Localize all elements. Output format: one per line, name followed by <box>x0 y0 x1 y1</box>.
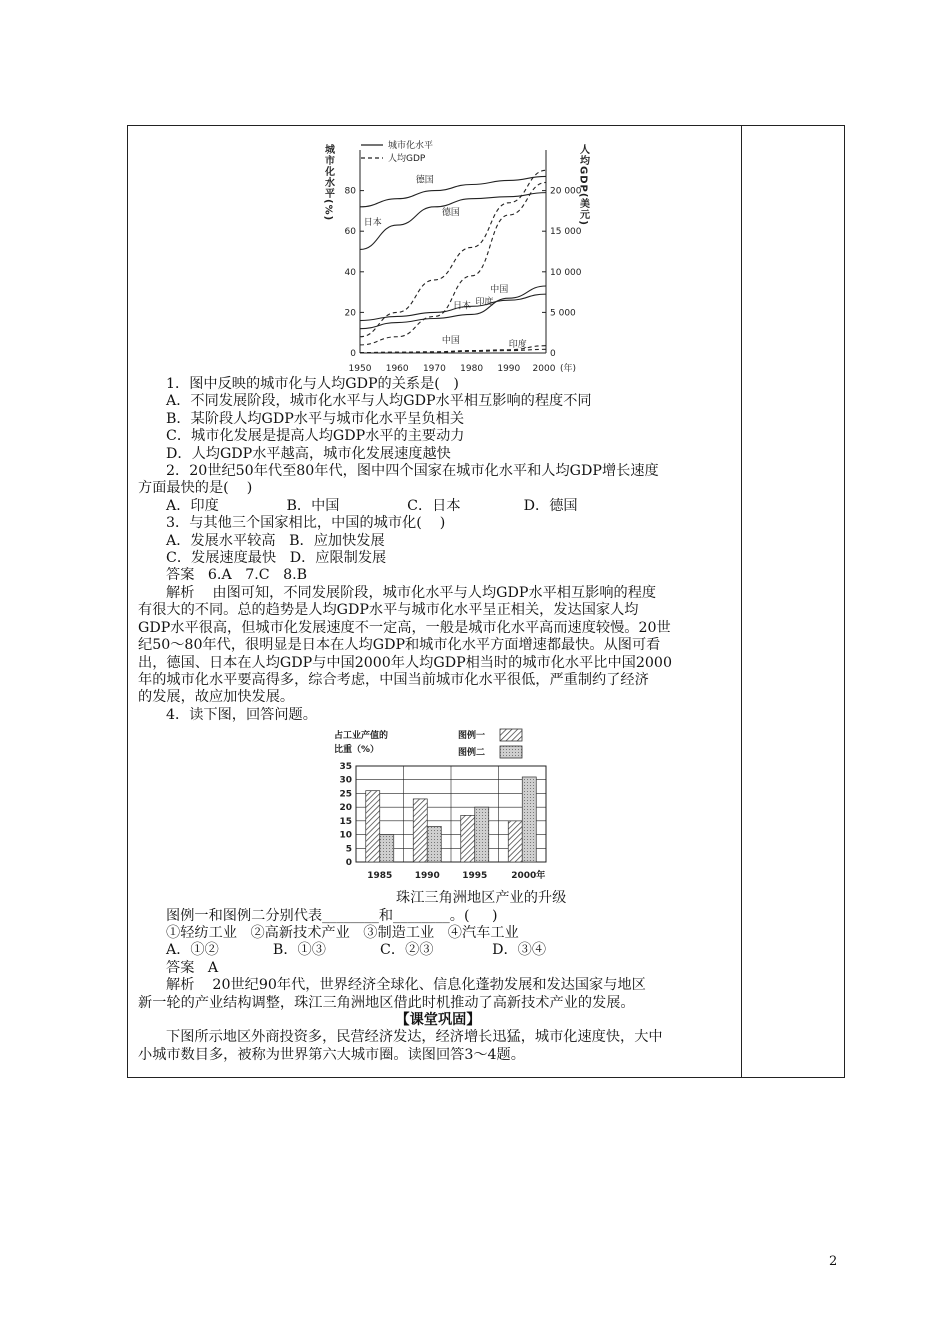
industry-bar-chart <box>326 728 556 886</box>
document-body <box>138 130 738 1064</box>
c2-y-tick-label: 20 <box>339 803 352 814</box>
c1-right-axis-label: 人均GDP(美元) <box>577 144 589 226</box>
c2-legend-1-label: 图例一 <box>458 731 486 742</box>
analysis-1-line-4: 纪50～80年代，很明显是日本在人均GDP和城市化水平方面增速都最快。从图可看 <box>138 637 661 654</box>
c1-legend-urban: 城市化水平 <box>388 141 434 151</box>
c1-left-tick-label: 80 <box>344 186 356 197</box>
answer-1: 答案 6.A 7.C 8.B <box>166 567 308 584</box>
c2-ylabel-1: 占工业产值的 <box>334 731 389 742</box>
analysis-1-line-3: GDP水平很高，但城市化发展速度不一定高，一般是城市化水平高而速度较慢。20世 <box>138 619 671 636</box>
c1-series-gdp-德国 <box>360 170 546 336</box>
urbanization-gdp-chart <box>322 130 618 376</box>
c2-y-tick-label: 0 <box>345 858 352 869</box>
c1-series-label: 中国 <box>490 285 509 296</box>
c2-x-tick-label: 1985 <box>367 871 393 882</box>
c1-right-tick-label: 15 000 <box>550 227 582 238</box>
q4-line-1: 图例一和图例二分别代表________和________。( ) <box>166 907 498 924</box>
c2-bar-1-1995 <box>461 815 475 862</box>
c1-series-label: 德国 <box>441 207 460 218</box>
c2-bar-2-1985 <box>380 835 394 862</box>
table-column-divider <box>741 125 742 1078</box>
q3-options-1: A．发展水平较高 B．应加快发展 <box>166 532 385 549</box>
c1-right-tick-label: 5 000 <box>550 308 576 319</box>
analysis-1-line-6: 年的城市化水平要高得多，综合考虑，中国当前城市化水平很低，严重制约了经济 <box>138 671 649 688</box>
c1-series-urban-日本 <box>360 193 546 250</box>
c2-legend-2-label: 图例二 <box>458 748 486 759</box>
c2-y-tick-label: 15 <box>339 816 352 827</box>
c2-x-tick-label: 1990 <box>414 871 440 882</box>
analysis-2-line-2: 新一轮的产业结构调整，珠江三角洲地区借此时机推动了高新技术产业的发展。 <box>138 994 635 1011</box>
section-text-1: 下图所示地区外商投资多，民营经济发达，经济增长迅猛，城市化速度快，大中 <box>166 1029 663 1046</box>
q4-chart-caption: 珠江三角洲地区产业的升级 <box>396 890 567 907</box>
c1-x-tick-label: 1980 <box>460 364 484 374</box>
c1-x-tick-label: 1950 <box>348 364 372 374</box>
c1-series-label: 印度 <box>475 297 494 308</box>
c2-ylabel-2: 比重（%） <box>334 745 380 756</box>
c1-right-tick-label: 0 <box>550 349 556 359</box>
q4-line-2: ①轻纺工业 ②高新技术产业 ③制造工业 ④汽车工业 <box>166 924 519 941</box>
c1-series-label: 日本 <box>363 218 382 229</box>
q1-option-a: A．不同发展阶段，城市化水平与人均GDP水平相互影响的程度不同 <box>166 393 592 410</box>
q1-option-c: C．城市化发展是提高人均GDP水平的主要动力 <box>166 428 465 445</box>
c1-right-tick-label: 20 000 <box>550 186 582 197</box>
q3-stem: 3．与其他三个国家相比，中国的城市化( ) <box>166 515 446 532</box>
analysis-1-line-5: 出，德国、日本在人均GDP与中国2000年人均GDP相当时的城市化水平比中国2000 <box>138 654 672 671</box>
analysis-2-line-1: 解析 20世纪90年代，世界经济全球化、信息化蓬勃发展和发达国家与地区 <box>166 977 646 994</box>
q2-options: A．印度 B．中国 C．日本 D．德国 <box>166 497 578 514</box>
c1-series-gdp-日本 <box>360 182 546 344</box>
c2-legend-1-swatch <box>500 729 522 741</box>
q1-option-d: D．人均GDP水平越高，城市化发展速度越快 <box>166 445 451 462</box>
c2-y-tick-label: 5 <box>345 844 352 855</box>
q1-stem: 1．图中反映的城市化与人均GDP的关系是( ) <box>166 376 459 392</box>
c1-left-tick-label: 40 <box>344 267 356 278</box>
q4-line-3: A．①② B．①③ C．②③ D．③④ <box>166 942 547 959</box>
c2-bar-1-1985 <box>366 791 380 862</box>
c2-y-tick-label: 25 <box>339 789 352 800</box>
section-title: 【课堂巩固】 <box>395 1011 481 1028</box>
analysis-1-line-1: 解析 由图可知，不同发展阶段，城市化水平与人均GDP水平相互影响的程度 <box>166 584 657 601</box>
analysis-1-line-7: 的发展，故应加快发展。 <box>138 689 295 706</box>
c2-bar-2-1995 <box>475 807 489 862</box>
c1-right-tick-label: 10 000 <box>550 267 582 278</box>
c1-series-label: 印度 <box>508 339 527 350</box>
c1-x-tick-label: 1990 <box>497 364 521 374</box>
c1-series-label: 德国 <box>415 175 434 186</box>
c2-bar-1-2000年 <box>508 821 522 862</box>
c1-x-tick-label: 1960 <box>385 364 409 374</box>
c1-left-tick-label: 20 <box>344 308 356 319</box>
c1-left-axis-label: 城市化水平(%) <box>322 144 334 222</box>
c2-bar-1-1990 <box>413 799 427 862</box>
q2-stem-2: 方面最快的是( ) <box>138 480 253 497</box>
c2-y-tick-label: 35 <box>339 762 352 773</box>
q1-option-b: B．某阶段人均GDP水平与城市化水平呈负相关 <box>166 410 465 427</box>
c2-bar-2-1990 <box>427 826 441 862</box>
c1-left-tick-label: 60 <box>344 227 356 238</box>
c2-x-tick-label: 2000年 <box>511 871 546 882</box>
c2-legend-2-swatch <box>500 746 522 758</box>
c1-legend-gdp: 人均GDP <box>388 154 426 164</box>
c2-y-tick-label: 30 <box>339 775 352 786</box>
c1-x-tick-label: 2000 <box>532 364 556 374</box>
q4-stem: 4．读下图，回答问题。 <box>166 706 317 723</box>
c1-x-tick-label: 1970 <box>422 364 446 374</box>
answer-2: 答案 A <box>166 959 219 976</box>
q3-options-2: C．发展速度最快 D．应限制发展 <box>166 550 387 567</box>
c1-x-unit: (年) <box>560 364 577 374</box>
c2-x-tick-label: 1995 <box>462 871 488 882</box>
c2-y-tick-label: 10 <box>339 830 352 841</box>
c1-series-label: 日本 <box>453 301 472 312</box>
page-number: 2 <box>829 1254 838 1269</box>
section-text-2: 小城市数目多，被称为世界第六大城市圈。读图回答3～4题。 <box>138 1046 525 1063</box>
c1-left-tick-label: 0 <box>350 349 356 359</box>
analysis-1-line-2: 有很大的不同。总的趋势是人均GDP水平与城市化水平呈正相关，发达国家人均 <box>138 602 639 619</box>
q2-stem-1: 2．20世纪50年代至80年代，图中四个国家在城市化水平和人均GDP增长速度 <box>166 463 659 480</box>
c2-bar-2-2000年 <box>522 777 536 862</box>
c1-series-label: 中国 <box>441 335 460 346</box>
